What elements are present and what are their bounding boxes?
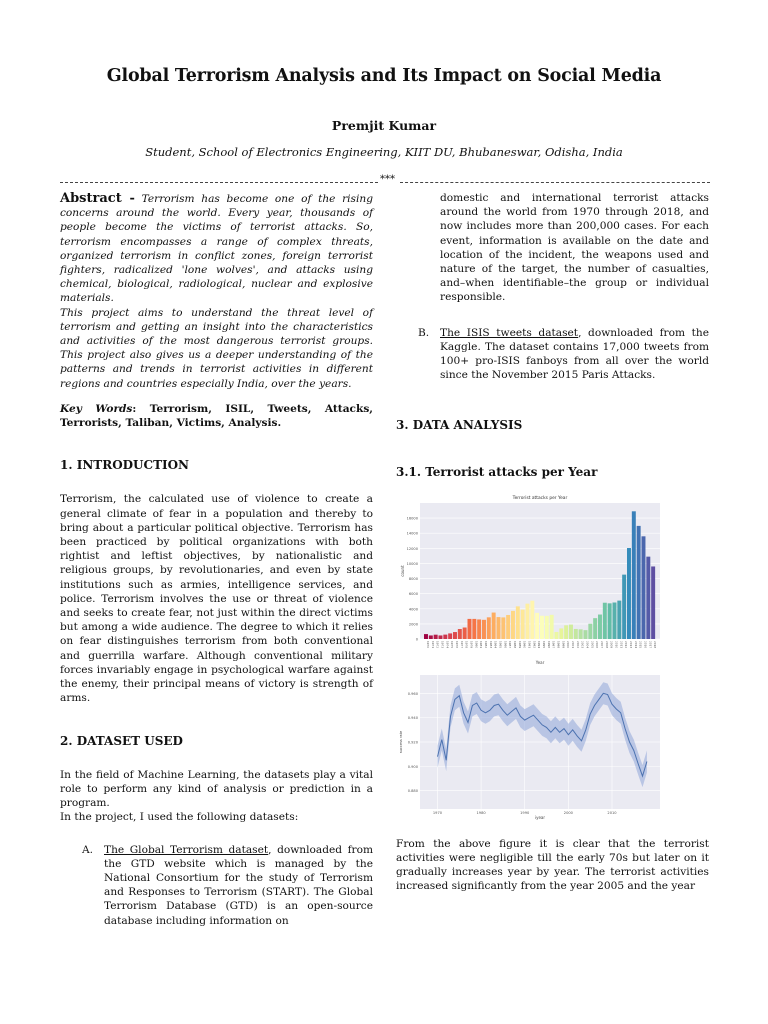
x-tick-label: 1979 xyxy=(469,640,474,648)
author-name: Premjit Kumar xyxy=(331,118,437,133)
keywords xyxy=(60,402,373,430)
bar-2017 xyxy=(646,556,650,638)
bar-1984 xyxy=(492,612,496,638)
x-tick-label: 1971 xyxy=(430,640,435,648)
x-tick-label: 2010 xyxy=(614,640,619,648)
bar-2002 xyxy=(574,629,578,639)
y-tick-label: 0.960 xyxy=(407,691,418,696)
x-tick-label: 1990 xyxy=(520,810,530,815)
y-tick-label: 8000 xyxy=(408,576,418,581)
x-tick-label: 1982 xyxy=(483,640,488,648)
x-tick-label: 2008 xyxy=(604,640,609,648)
bar-1994 xyxy=(535,613,539,639)
x-tick-label: 2012 xyxy=(624,640,629,648)
bar-1996 xyxy=(545,616,549,639)
x-tick-label: 2007 xyxy=(599,640,604,648)
x-tick-label: 2002 xyxy=(575,640,580,648)
x-tick-label: 1998 xyxy=(556,640,561,648)
y-tick-label: 12000 xyxy=(406,546,418,551)
bar-1990 xyxy=(521,609,525,638)
isis-tweets-dataset-link[interactable]: The ISIS tweets dataset xyxy=(440,326,579,339)
x-tick-label: 1997 xyxy=(551,640,556,648)
bar-1999 xyxy=(559,628,563,639)
x-tick-label: 1974 xyxy=(445,640,450,648)
y-tick-label: 0.920 xyxy=(407,740,418,745)
bar-1977 xyxy=(458,629,462,639)
x-axis-label: Year xyxy=(535,659,545,665)
dataset-item-b-body xyxy=(440,326,709,383)
x-tick-label: 1983 xyxy=(488,640,493,648)
analysis-text: From the above figure it is clear that the terrorist activities were negligible till the early 70s but later on it gradually increases year by year. The terrorist activities increased significantly from the year 2005 and the year xyxy=(396,837,709,893)
abstract-paragraph-1 xyxy=(60,192,373,306)
abstract-paragraph-2: This project aims to understand the threat level of terrorism and getting an insight into the characteristics and activities of the most dangerous terrorist groups. This project also gives us a deeper understanding of the patterns and trends in terrorist activities in different regions and countries especially India, over the years. xyxy=(60,306,373,390)
x-tick-label: 2001 xyxy=(570,640,575,648)
y-tick-label: 16000 xyxy=(406,516,418,521)
x-tick-label: 2011 xyxy=(619,640,624,648)
author-affiliation: Student, School of Electronics Engineering, KIIT DU, Bhubaneswar, Odisha, India xyxy=(145,145,623,159)
x-axis-label: iyear xyxy=(534,814,546,820)
x-tick-label: 1980 xyxy=(474,640,479,648)
separator-mark: *** xyxy=(380,174,395,185)
bar-1988 xyxy=(511,611,515,639)
y-tick-label: 0.900 xyxy=(407,764,418,769)
bar-2015 xyxy=(637,526,641,639)
bar-2016 xyxy=(642,536,646,639)
x-tick-label: 1985 xyxy=(498,640,503,648)
bar-2009 xyxy=(608,603,612,639)
bar-1997 xyxy=(550,615,554,639)
x-tick-label: 1992 xyxy=(532,640,537,648)
dataset-heading: 2. DATASET USED xyxy=(60,733,183,748)
success-rate-line-chart xyxy=(398,671,666,821)
y-tick-label: 2000 xyxy=(408,622,418,627)
introduction-heading: 1. INTRODUCTION xyxy=(60,458,190,473)
bar-1980 xyxy=(472,619,476,639)
x-tick-label: 1990 xyxy=(522,640,527,648)
x-tick-label: 1970 xyxy=(425,640,430,648)
abstract-text-1: Terrorism has become one of the rising concerns around the world. Every year, thousands of people become the victims of terrorist attacks. So, terrorism encompasses a range of complex threats, organized terrorism in conflict zones, foreign terrorist fighters, radicalized 'lone wolves', and attacks using chemical, biological, radiological, nuclear and explosive materials. xyxy=(60,193,373,305)
keywords-text: Terrorism, ISIL, Tweets, Attacks, Terrorists, Taliban, Victims, Analysis. xyxy=(60,402,373,430)
bar-2003 xyxy=(579,629,583,639)
bar-2006 xyxy=(593,618,597,639)
x-tick-label: 2017 xyxy=(648,640,653,648)
bar-1979 xyxy=(468,619,472,639)
x-tick-label: 1981 xyxy=(479,640,484,648)
bar-1971 xyxy=(429,635,433,639)
bar-1976 xyxy=(453,632,457,639)
bar-1985 xyxy=(497,617,501,639)
y-axis-label: count xyxy=(400,565,405,577)
x-tick-label: 2016 xyxy=(643,640,648,648)
dataset-item-a-body xyxy=(104,843,373,928)
x-tick-label: 1986 xyxy=(503,640,508,648)
bar-1970 xyxy=(424,634,428,639)
separator-line-left xyxy=(60,182,378,183)
x-tick-label: 2003 xyxy=(580,640,585,648)
x-tick-label: 1995 xyxy=(541,640,546,648)
x-tick-label: 1996 xyxy=(546,640,551,648)
x-tick-label: 1978 xyxy=(464,640,469,648)
bar-2014 xyxy=(632,511,636,639)
bar-1981 xyxy=(477,619,481,639)
x-tick-label: 1989 xyxy=(517,640,522,648)
y-tick-label: 14000 xyxy=(406,531,418,536)
bar-1989 xyxy=(516,606,520,639)
x-tick-label: 2013 xyxy=(628,640,633,648)
bar-1998 xyxy=(555,632,559,639)
bar-1972 xyxy=(434,635,438,639)
x-tick-label: 2006 xyxy=(595,640,600,648)
x-tick-label: 1994 xyxy=(537,640,542,648)
bar-1982 xyxy=(482,620,486,639)
dataset-item-a-cont-text: domestic and international terrorist attacks around the world from 1970 through 2018, and now includes more than 200,000 cases. For each event, information is available on the date and location of the incident, the weapons used and nature of the target, the number of casualties, and–when identifiable–the group or individual responsible. xyxy=(440,192,709,304)
bar-1995 xyxy=(540,616,544,639)
y-tick-label: 0.940 xyxy=(407,715,418,720)
gtd-dataset-link[interactable]: The Global Terrorism dataset xyxy=(104,843,269,856)
bar-2005 xyxy=(588,624,592,639)
x-tick-label: 2015 xyxy=(638,640,643,648)
bar-1987 xyxy=(506,615,510,639)
x-tick-label: 2000 xyxy=(563,810,573,815)
bar-1975 xyxy=(448,633,452,639)
x-tick-label: 1972 xyxy=(435,640,440,648)
x-tick-label: 2009 xyxy=(609,640,614,648)
x-tick-label: 2010 xyxy=(607,810,617,815)
dataset-item-a-marker: A. xyxy=(82,843,94,856)
x-tick-label: 1999 xyxy=(561,640,566,648)
x-tick-label: 1980 xyxy=(476,810,486,815)
dataset-list-lead: In the project, I used the following datasets: xyxy=(60,811,299,824)
y-tick-label: 0 xyxy=(415,637,418,642)
dataset-item-a-text: , downloaded from the GTD website which is managed by the National Consortium for the study of Terrorism and Responses to Terrorism (START). The Global Terrorism Database (GTD) is an open-source database including information on xyxy=(104,843,373,927)
dataset-item-b-text: , downloaded from the Kaggle. The dataset contains 17,000 tweets from 100+ pro-ISIS fanboys from all over the world since the November 2015 Paris Attacks. xyxy=(440,326,709,382)
paper-title: Global Terrorism Analysis and Its Impact on Social Media xyxy=(106,66,662,86)
bar-2018 xyxy=(651,566,655,639)
x-tick-label: 2014 xyxy=(633,640,638,648)
keywords-separator: : xyxy=(132,402,150,415)
bar-1973 xyxy=(439,635,443,639)
bar-1991 xyxy=(526,603,530,638)
dataset-item-b xyxy=(396,326,709,383)
bar-1986 xyxy=(501,617,505,639)
x-tick-label: 1975 xyxy=(450,640,455,648)
x-tick-label: 1977 xyxy=(459,640,464,648)
x-tick-label: 2004 xyxy=(585,640,590,648)
dataset-item-a xyxy=(60,843,373,928)
x-tick-label: 2018 xyxy=(653,640,658,648)
y-tick-label: 0.880 xyxy=(407,789,418,794)
bar-2004 xyxy=(584,630,588,639)
x-tick-label: 1991 xyxy=(527,640,532,648)
abstract-heading: Abstract - xyxy=(60,191,135,206)
data-analysis-heading: 3. DATA ANALYSIS xyxy=(396,418,523,433)
attacks-per-year-bar-chart xyxy=(398,491,666,667)
y-tick-label: 4000 xyxy=(408,607,418,612)
bar-2008 xyxy=(603,603,607,639)
x-tick-label: 1976 xyxy=(454,640,459,648)
bar-2012 xyxy=(622,574,626,638)
dataset-item-b-marker: B. xyxy=(418,326,430,339)
y-tick-label: 10000 xyxy=(406,561,418,566)
bar-2007 xyxy=(598,614,602,638)
x-tick-label: 1987 xyxy=(508,640,513,648)
x-tick-label: 1973 xyxy=(440,640,445,648)
bar-1974 xyxy=(443,634,447,638)
bar-2011 xyxy=(617,600,621,638)
bar-2000 xyxy=(564,625,568,639)
x-tick-label: 2000 xyxy=(566,640,571,648)
bar-2013 xyxy=(627,548,631,639)
bar-1978 xyxy=(463,627,467,638)
dataset-intro-text: In the field of Machine Learning, the datasets play a vital role to perform any kind of analysis or prediction in a program. xyxy=(60,768,373,810)
keywords-label: Key Words xyxy=(60,402,133,415)
right-column xyxy=(396,191,709,894)
attacks-per-year-heading: 3.1. Terrorist attacks per Year xyxy=(396,464,598,479)
chart-title: Terrorist attacks per Year xyxy=(512,495,568,501)
dataset-item-a-indent xyxy=(396,191,440,305)
separator-line-right xyxy=(400,182,710,183)
section-separator xyxy=(60,174,710,188)
x-tick-label: 1984 xyxy=(493,640,498,648)
bar-1992 xyxy=(530,601,534,639)
y-axis-label: success rate xyxy=(399,730,403,754)
x-tick-label: 1988 xyxy=(512,640,517,648)
dataset-item-a-continued xyxy=(396,191,709,305)
x-tick-label: 1970 xyxy=(432,810,443,815)
y-tick-label: 6000 xyxy=(408,592,418,597)
bar-2001 xyxy=(569,624,573,638)
bar-2010 xyxy=(613,602,617,638)
bar-1983 xyxy=(487,617,491,639)
left-column xyxy=(60,192,373,928)
x-tick-label: 2005 xyxy=(590,640,595,648)
introduction-text: Terrorism, the calculated use of violence to create a general climate of fear in a population and thereby to bring about a particular political objective. Terrorism has been practiced by political organizations with both rightist and leftist objectives, by nationalistic and religious groups, by revolutionaries, and even by state institutions such as armies, intelligence services, and police. Terrorism involves the use or threat of violence and seeks to create fear, not just within the direct victims but among a wide audience. The degree to which it relies on fear distinguishes terrorism from both conventional and guerrilla warfare. Although conventional military forces invariably engage in psychological warfare against the enemy, their principal means of victory is strength of arms. xyxy=(60,493,373,705)
